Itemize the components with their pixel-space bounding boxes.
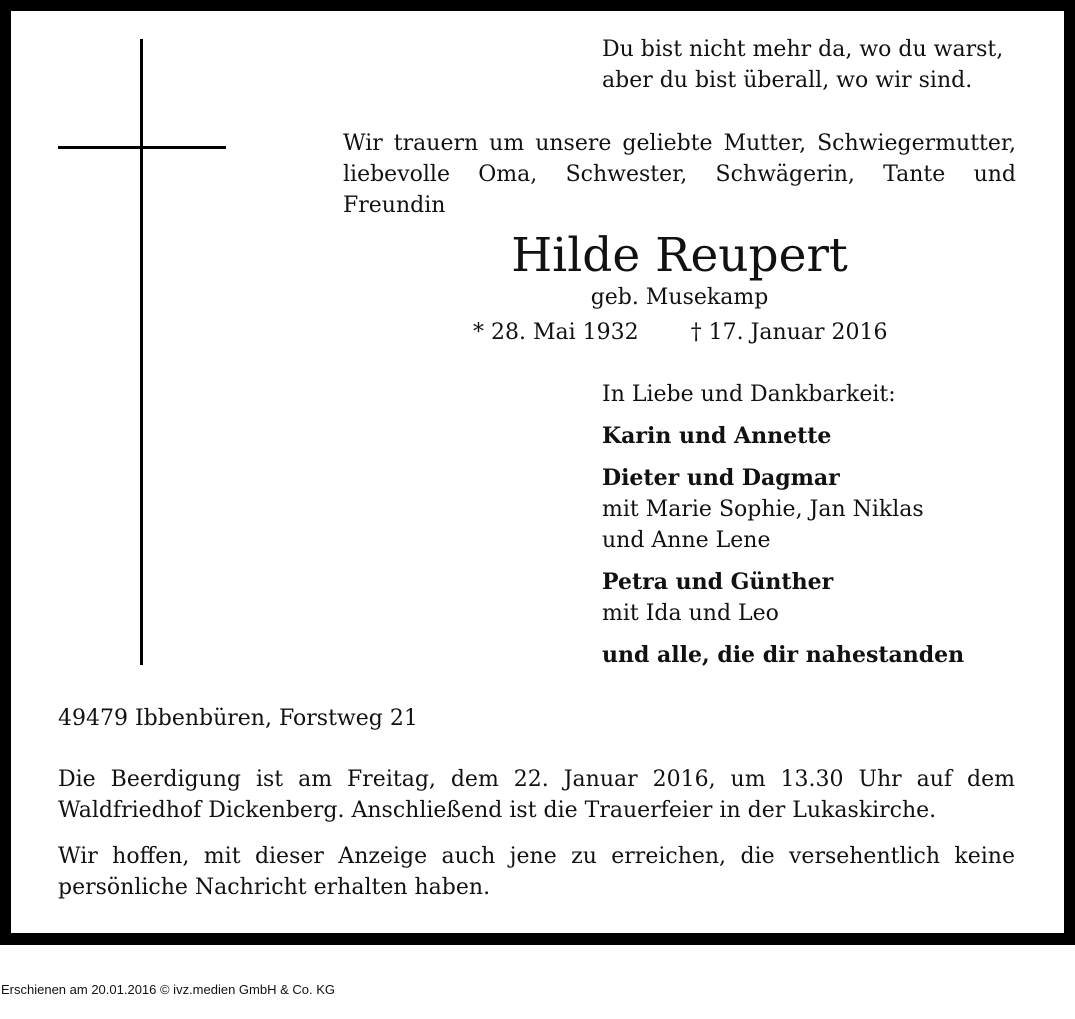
notice-line: Wir hoffen, mit dieser Anzeige auch jene zu erreichen, die versehentlich keine (58, 844, 1015, 869)
birth-date: * 28. Mai 1932 (473, 320, 639, 345)
cross-icon-beam (58, 146, 226, 149)
intro-line: liebevolle Oma, Schwester, Schwägerin, Tante und Freundin (343, 162, 1016, 218)
notice-text (58, 841, 1015, 903)
birth-name: geb. Musekamp (590, 285, 769, 310)
publication-footer: Erschienen am 20.01.2016 © ivz.medien GmbH & Co. KG (1, 982, 336, 997)
quote-line: aber du bist überall, wo wir sind. (602, 68, 973, 93)
obituary-card (11, 11, 1064, 933)
address: 49479 Ibbenbüren, Forstweg 21 (58, 706, 418, 731)
mourning-intro (343, 128, 1016, 221)
mourner-detail: mit Ida und Leo (602, 601, 779, 626)
mourners-list (602, 379, 1022, 671)
funeral-line: Waldfriedhof Dickenberg. Anschließend ist die Trauerfeier in der Lukaskirche. (58, 798, 937, 823)
cross-icon (140, 39, 143, 665)
mourners-closing: und alle, die dir nahestanden (602, 642, 965, 668)
funeral-line: Die Beerdigung ist am Freitag, dem 22. Januar 2016, um 13.30 Uhr auf dem (58, 767, 1015, 792)
memorial-quote (602, 34, 1003, 96)
life-dates (473, 317, 888, 348)
quote-line: Du bist nicht mehr da, wo du warst, (602, 37, 1004, 62)
mourner-detail: und Anne Lene (602, 528, 771, 553)
funeral-info (58, 764, 1015, 826)
mourner-group: Karin und Annette (602, 423, 832, 449)
mourner-group: Petra und Günther (602, 569, 834, 595)
death-date: † 17. Januar 2016 (690, 320, 888, 345)
intro-line: Wir trauern um unsere geliebte Mutter, Schwiegermutter, (343, 131, 1016, 156)
notice-line: persönliche Nachricht erhalten haben. (58, 875, 491, 900)
mourner-detail: mit Marie Sophie, Jan Niklas (602, 497, 924, 522)
deceased-name: Hilde Reupert (511, 228, 848, 283)
mourners-heading: In Liebe und Dankbarkeit: (602, 382, 896, 407)
mourner-group: Dieter und Dagmar (602, 465, 840, 491)
